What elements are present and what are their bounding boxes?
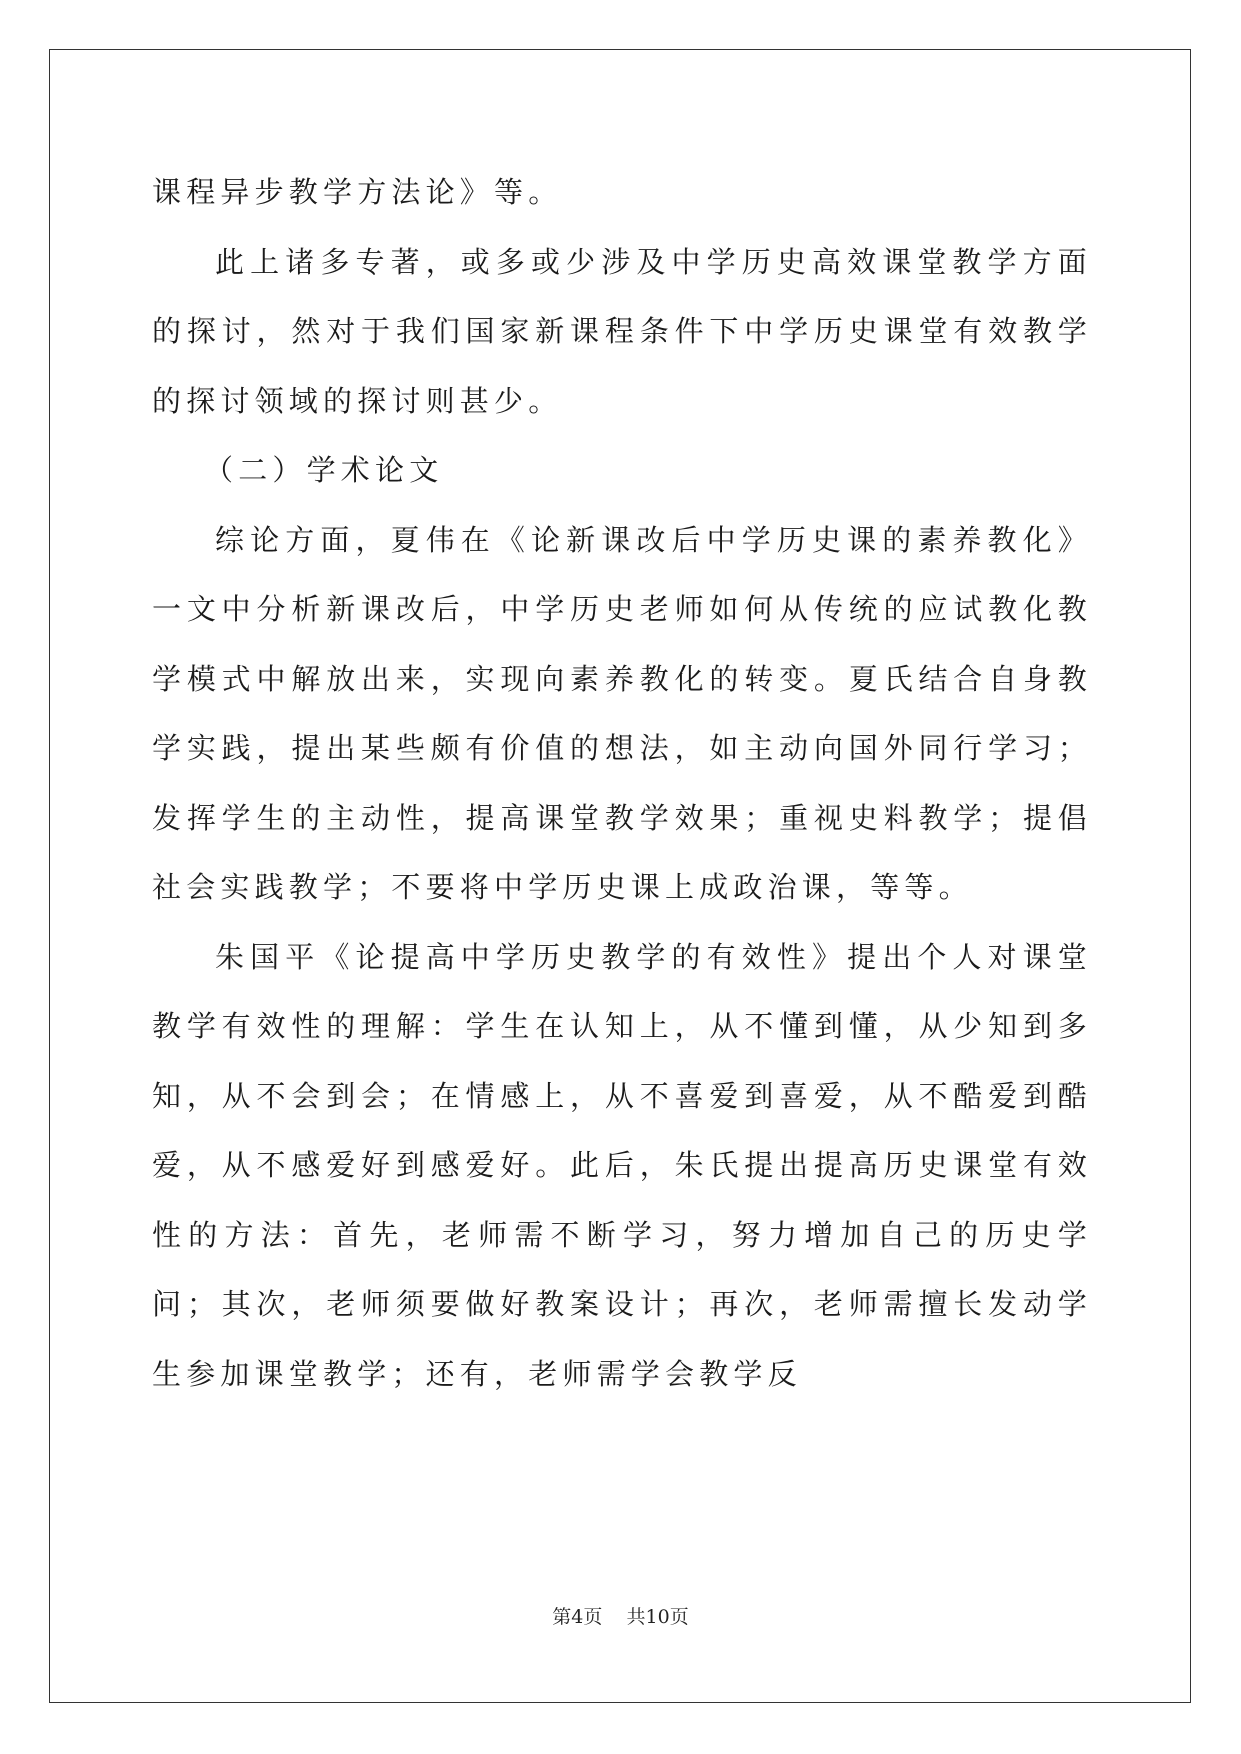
paragraph-monographs-summary: 此上诸多专著，或多或少涉及中学历史高效课堂教学方面的探讨，然对于我们国家新课程条件下中学历史课堂有效教学的探讨领域的探讨则甚少。 xyxy=(152,244,1092,418)
paragraph-zhu-guoping: 朱国平《论提高中学历史教学的有效性》提出个人对课堂教学有效性的理解：学生在认知上，从不懂到懂，从少知到多知，从不会到会；在情感上，从不喜爱到喜爱，从不酷爱到酷爱，从不感爱好到感爱好。此后，朱氏提出提高历史课堂有效性的方法：首先，老师需不断学习，努力增加自己的历史学问；其次，老师须要做好教案设计；再次，老师需擅长发动学生参加课堂教学；还有，老师需学会教学反 xyxy=(152,939,1092,1391)
document-body xyxy=(152,158,1092,1409)
page-number: 第4页 xyxy=(552,1606,603,1628)
section-heading: （二）学术论文 xyxy=(204,453,444,487)
paragraph-continuation: 课程异步教学方法论》等。 xyxy=(152,175,563,209)
total-pages: 共10页 xyxy=(626,1606,689,1628)
page-footer xyxy=(0,1602,1241,1629)
paragraph-xia-wei: 综论方面，夏伟在《论新课改后中学历史课的素养教化》一文中分析新课改后，中学历史老师如何从传统的应试教化教学模式中解放出来，实现向素养教化的转变。夏氏结合自身教学实践，提出某些颇有价值的想法，如主动向国外同行学习；发挥学生的主动性，提高课堂教学效果；重视史料教学；提倡社会实践教学；不要将中学历史课上成政治课，等等。 xyxy=(152,522,1092,904)
